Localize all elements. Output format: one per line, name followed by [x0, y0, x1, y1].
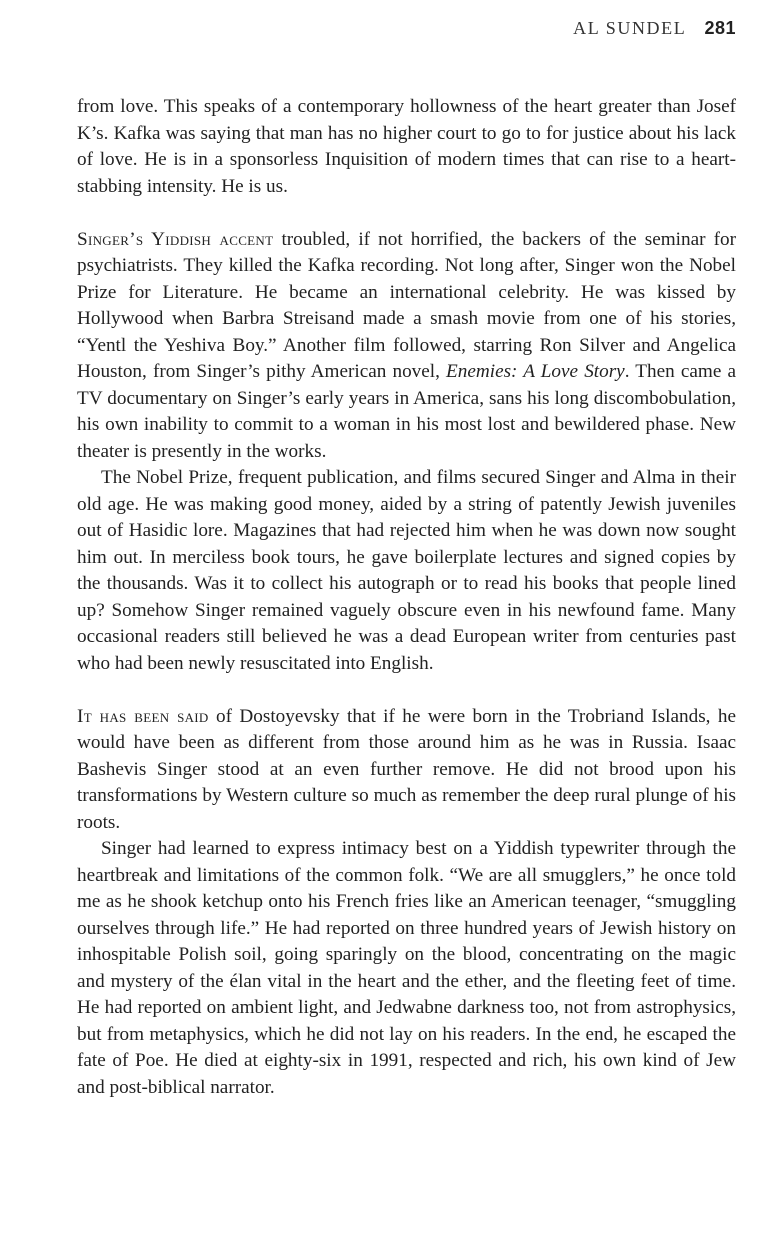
paragraph-text: Singer had learned to express intimacy best on a Yiddish typewriter through the heartbreak and limitations of the common folk. “We are all smugglers,” he once told me as he shook ketchup onto his French fries like an American teenager, “smuggling ourselves through life.” He had reported on three hundred years of Jewish history on inhospitable Polish soil, going sparingly on the blood, concentrating on the magic and mystery of the élan vital in the heart and the ether, and the fleeting feet of time. He had reported on ambient light, and Jedwabne darkness too, not from astrophysics, but from metaphysics, which he did not lay on his readers. In the end, he escaped the fate of Poe. He died at eighty-six in 1991, respected and rich, his own kind of Jew and post-biblical narrator.: [77, 838, 736, 1098]
paragraph-text: . Then came a TV documentary on Singer’s early years in America, sans his long discombobulation, his own inability to commit to a woman in his most lost and bewildered phase. New theater is presently in the works.: [77, 361, 736, 462]
paragraph-text: from love. This speaks of a contemporary hollowness of the heart greater than Josef K’s. Kafka was saying that man has no higher court to go to for justice about his lack of love. He is in a sponsorless Inquisition of modern times that can rise to a heart-stabbing intensity. He is us.: [77, 96, 736, 197]
paragraph-continued: [77, 94, 736, 200]
paragraph-section-opening: [77, 704, 736, 837]
paragraph: [77, 836, 736, 1101]
section-lead-in: Singer’s Yiddish accent: [77, 228, 274, 250]
paragraph-text: The Nobel Prize, frequent publication, and films secured Singer and Alma in their old age. He was making good money, aided by a string of patently Jewish juveniles out of Hasidic lore. Magazines that had rejected him when he was down now sought him out. In merciless book tours, he gave boilerplate lectures and signed copies by the thousands. Was it to collect his autograph or to read his books that people lined up? Somehow Singer remained vaguely obscure even in his newfound fame. Many occasional readers still believed he was a dead European writer from centuries past who had been newly resuscitated into English.: [77, 467, 736, 674]
paragraph: [77, 465, 736, 677]
page-number: 281: [704, 18, 736, 38]
running-head: [573, 18, 736, 39]
paragraph-text: troubled, if not horrified, the backers of the seminar for psychiatrists. They killed the Kafka recording. Not long after, Singer won the Nobel Prize for Literature. He became an international celebrity. He was kissed by Hollywood when Barbra Streisand made a smash movie from one of his stories, “Yentl the Yeshiva Boy.” Another film followed, starring Ron Silver and Angelica Houston, from Singer’s pithy American novel,: [77, 228, 736, 382]
running-head-author: AL SUNDEL: [573, 18, 687, 38]
book-title: Enemies: A Love Story: [446, 361, 625, 382]
paragraph-section-opening: [77, 227, 736, 466]
body-text: [77, 94, 736, 1101]
paragraph-text: of Dostoyevsky that if he were born in the Trobriand Islands, he would have been as different from those around him as he was in Russia. Isaac Bashevis Singer stood at an even further remove. He did not brood upon his transformations by Western culture so much as remember the deep rural plunge of his roots.: [77, 705, 736, 833]
section-lead-in: It has been said: [77, 705, 209, 727]
